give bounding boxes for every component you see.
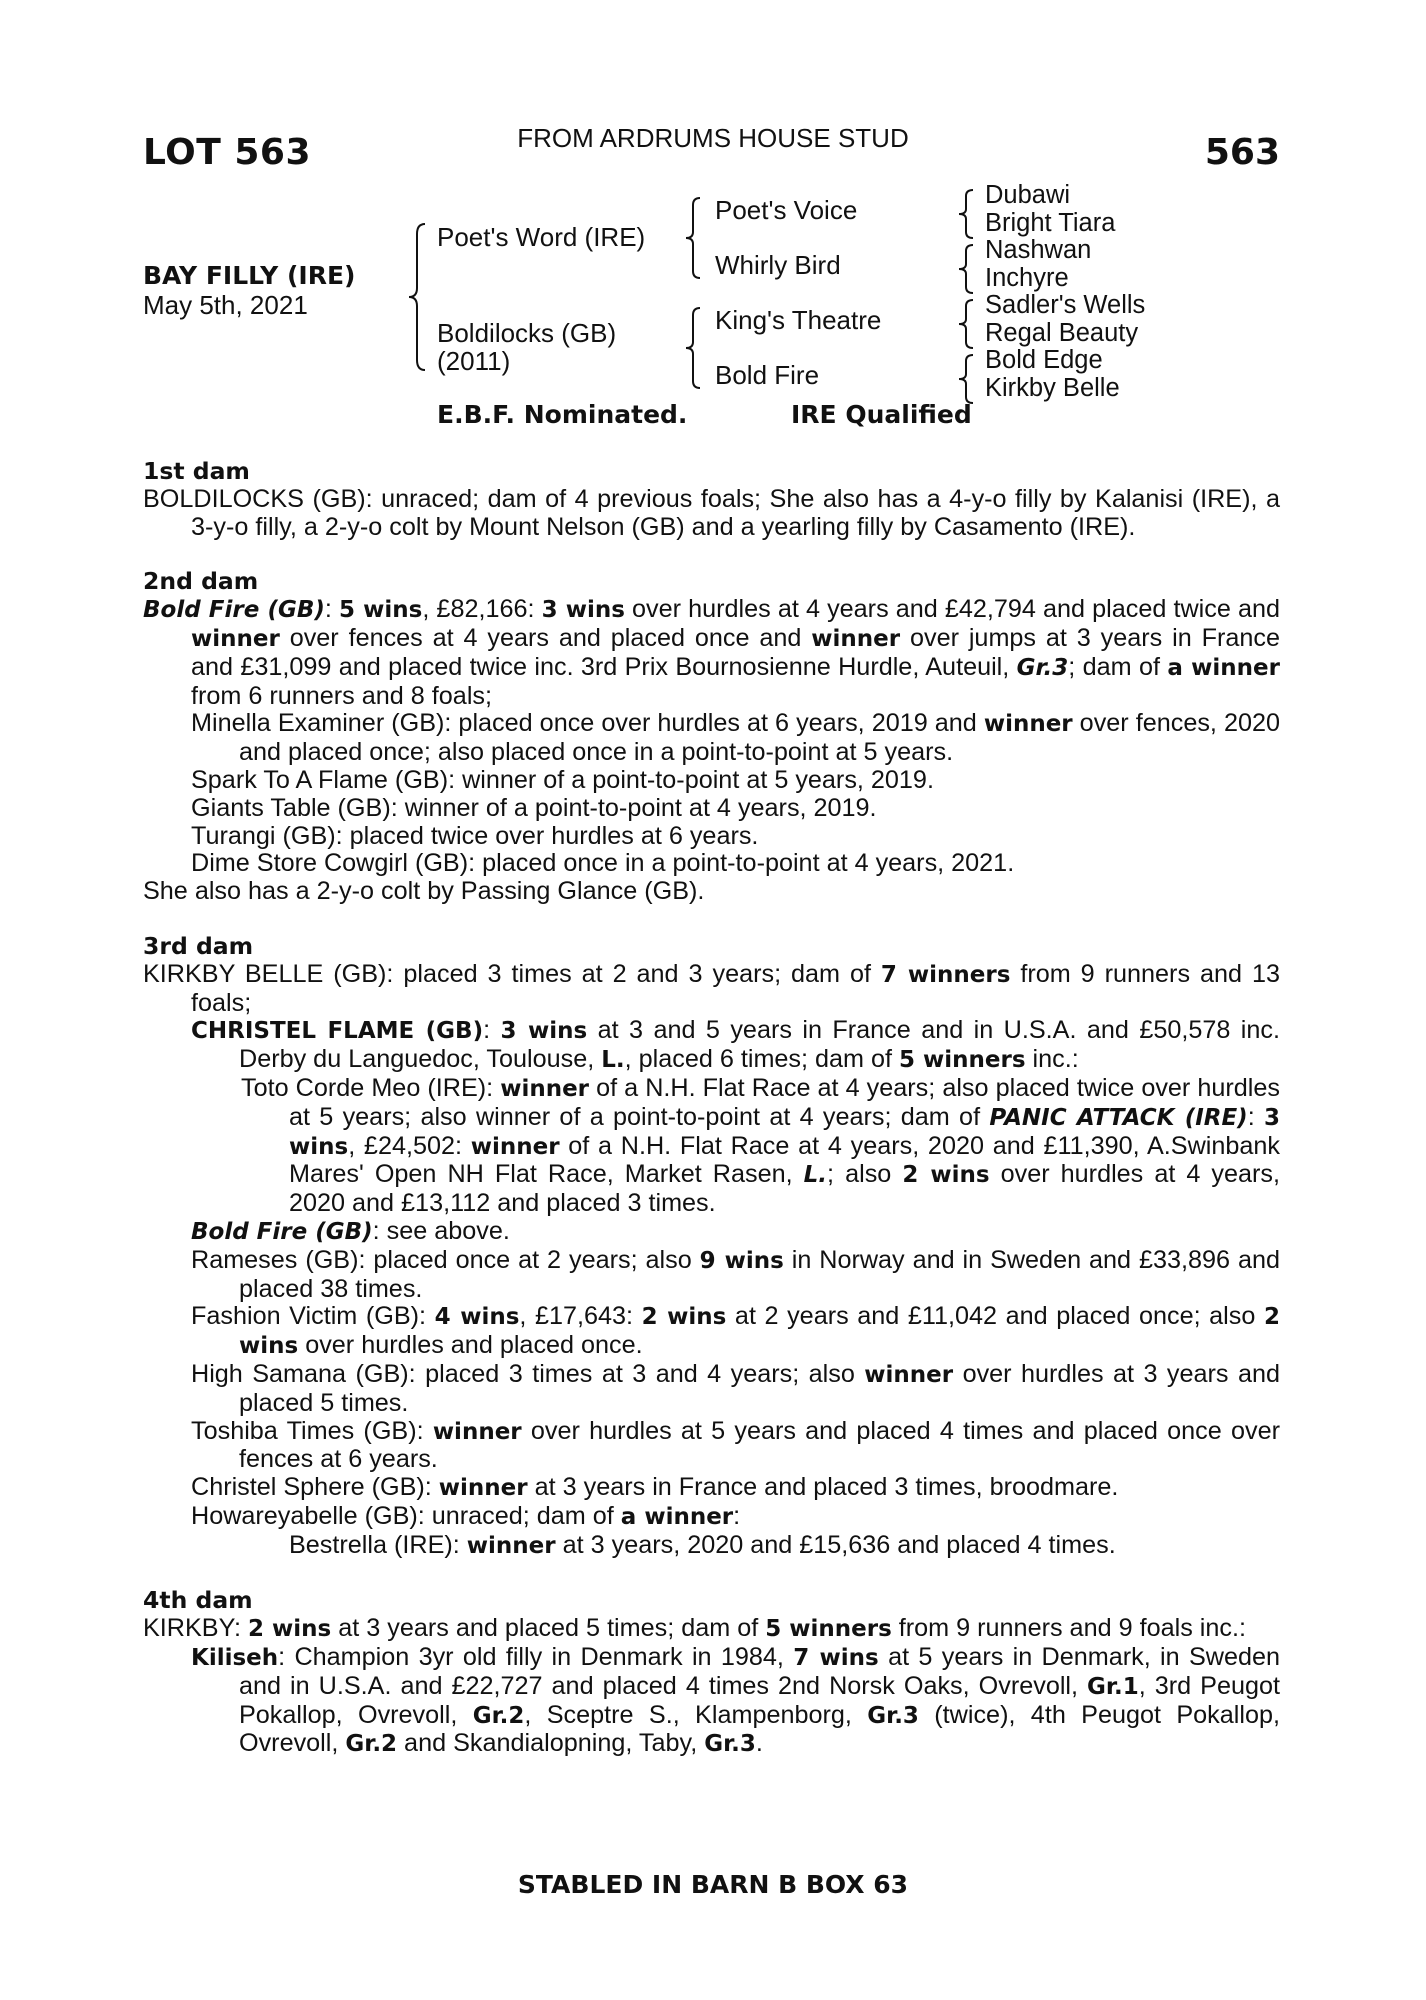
record-text: : [1247,1102,1264,1131]
record-text: over fences at 4 years and placed once and [279,623,812,652]
record-text: Rameses (GB): placed once at 2 years; also [191,1245,700,1274]
record-text: at 3 years, 2020 and £15,636 and placed 4 times. [555,1530,1116,1559]
emphasis-text: winner [811,625,901,652]
record-text: over fences, 2020 and placed once; also placed once in a point-to-point at 5 years. [239,709,1280,767]
emphasis-text: Bold Fire (GB) [143,597,325,624]
emphasis-text: a winner [1167,654,1280,681]
record-text: Christel Sphere (GB): [191,1473,439,1502]
record-text: over hurdles at 4 years and £42,794 and placed twice and [624,595,1281,624]
record-text: of a N.H. Flat Race at 4 years; also placed twice over hurdles at 5 years; also winner of a point-to-point at 4 years; dam of [289,1073,1280,1131]
record-text: at 5 years in Denmark, in Sweden and in U.S.A. and £22,727 and placed 4 times 2nd Norsk Oaks, Ovrevoll, [239,1643,1280,1700]
pedigree-dam-year: (2011) [437,346,511,376]
ire-qualified: IRE Qualified [791,400,972,429]
produce-record [143,1303,1280,1361]
record-text: : [324,595,339,624]
record-text: High Samana (GB): placed 3 times at 3 and 4 years; also [191,1359,865,1388]
record-text: at 3 years and placed 5 times; dam of [331,1614,766,1643]
record-text: , Sceptre S., Klampenborg, [524,1700,868,1729]
produce-record [143,767,1280,795]
record-text: from 9 runners and 9 foals inc.: [891,1614,1246,1643]
emphasis-text: 7 winners [880,961,1011,988]
record-text: inc.: [1025,1045,1079,1074]
dam-section [143,458,1280,541]
record-text: Toshiba Times (GB): [191,1416,433,1445]
record-text: from 6 runners and 8 foals; [191,681,493,710]
record-text: ; dam of [1068,652,1168,681]
pedigree-gen3-name: Bold Edge [985,346,1103,374]
pedigree-gen3-name: Inchyre [985,264,1069,292]
record-text: from 9 runners and 13 foals; [191,959,1280,1017]
produce-record [143,823,1280,851]
emphasis-text: 2 wins [902,1162,990,1189]
produce-record [143,1615,1280,1644]
stabling-info: STABLED IN BARN B BOX 63 [517,1870,909,1899]
record-text: : Champion 3yr old filly in Denmark in 1984, [278,1643,794,1672]
pedigree-brace-gen1 [405,222,429,372]
record-text: and Skandialopning, Taby, [397,1729,705,1758]
emphasis-text: 5 winners [765,1616,892,1643]
record-text: at 3 and 5 years in France and in U.S.A. and £50,578 inc. Derby du Languedoc, Toulouse, [239,1016,1280,1074]
pedigree-gen3-name: Bright Tiara [985,209,1116,237]
dam-section [143,933,1280,1561]
emphasis-text: Gr.2 [345,1731,398,1758]
produce-record [143,1503,1280,1532]
emphasis-text: 7 wins [793,1645,879,1672]
emphasis-text: 2 wins [248,1616,332,1643]
horse-description: BAY FILLY (IRE) [143,261,356,290]
produce-record [143,1075,1280,1218]
record-text: , £82,166: [422,595,542,624]
pedigree-brace-gen2-bottom [682,306,704,390]
produce-record [143,596,1280,710]
section-heading: 2nd dam [143,567,259,596]
pedigree-dam: Boldilocks (GB) [437,318,617,348]
record-text: over hurdles and placed once. [298,1331,643,1360]
pedigree-brace-gen3-3 [955,298,977,350]
emphasis-text: CHRISTEL FLAME (GB) [191,1018,484,1045]
emphasis-text: 9 wins [699,1247,784,1274]
record-text: at 2 years and £11,042 and placed once; also [726,1302,1264,1331]
record-text: Dime Store Cowgirl (GB): placed once in a point-to-point at 4 years, 2021. [191,849,1015,878]
ebf-nominated: E.B.F. Nominated. [437,400,688,429]
consignor: FROM ARDRUMS HOUSE STUD [517,123,909,153]
record-text: , £17,643: [519,1302,642,1331]
emphasis-text: winner [864,1361,954,1388]
pedigree-gen3-name: Kirkby Belle [985,374,1120,402]
pedigree-gen3-name: Regal Beauty [985,319,1139,347]
section-heading: 3rd dam [143,931,254,960]
section-heading: 1st dam [143,457,250,485]
produce-record [143,795,1280,823]
record-text: She also has a 2-y-o colt by Passing Glance (GB). [143,877,705,906]
emphasis-text: winner [438,1475,528,1502]
record-text: Giants Table (GB): winner of a point-to-point at 4 years, 2019. [191,793,877,822]
foaling-date: May 5th, 2021 [143,290,308,320]
produce-record [143,1474,1280,1503]
emphasis-text: 5 winners [899,1047,1026,1074]
emphasis-text: Gr.2 [472,1702,525,1729]
record-text: in Norway and in Sweden and £33,896 and placed 38 times. [239,1245,1280,1303]
record-text: , £24,502: [348,1131,471,1160]
record-text: Toto Corde Meo (IRE): [241,1073,501,1102]
emphasis-text: L. [803,1162,828,1189]
record-text: (twice), 4th Peugot Pokallop, Ovrevoll, [239,1700,1280,1758]
produce-record [143,1418,1280,1475]
dam-section [143,568,1280,906]
family-history [143,458,1280,1786]
record-text: over hurdles at 5 years and placed 4 times and placed once over fences at 6 years. [239,1416,1280,1474]
emphasis-text: 2 wins [239,1304,1280,1360]
emphasis-text: 2 wins [641,1304,727,1331]
record-text: over hurdles at 4 years, 2020 and £13,112 and placed 3 times. [289,1160,1281,1218]
pedigree-gen3-name: Dubawi [985,181,1071,209]
pedigree-sire-sire: Poet's Voice [715,195,858,225]
record-text: , 3rd Peugot Pokallop, Ovrevoll, [239,1671,1280,1729]
pedigree-sire-dam: Whirly Bird [715,250,841,280]
produce-record [143,961,1280,1018]
emphasis-text: Bold Fire (GB) [191,1218,373,1245]
produce-record [143,850,1280,878]
emphasis-text: Gr.1 [1087,1673,1139,1700]
lot-label: LOT 563 [143,132,311,173]
section-heading: 4th dam [143,1586,253,1615]
produce-record [143,878,1280,906]
record-text: : [483,1016,501,1045]
record-text: : see above. [372,1216,510,1245]
emphasis-text: L. [601,1047,625,1074]
produce-record [143,1361,1280,1418]
produce-record [143,1017,1280,1075]
emphasis-text: winner [466,1532,556,1559]
emphasis-text: Gr.3 [704,1731,756,1758]
emphasis-text: a winner [620,1503,734,1530]
emphasis-text: Kiliseh [191,1645,279,1672]
emphasis-text: PANIC ATTACK (IRE) [989,1104,1248,1131]
emphasis-text: winner [500,1075,590,1102]
pedigree-dam-sire: King's Theatre [715,305,882,335]
lot-number: 563 [1204,132,1280,173]
record-text: BOLDILOCKS (GB): unraced; dam of 4 previous foals; She also has a 4-y-o filly by Kalanisi (IRE), a 3-y-o filly, a 2-y-o colt by Mount Nelson (GB) and a yearling filly by Casamento (IRE). [143,484,1280,541]
record-text: over hurdles at 3 years and placed 5 times. [239,1359,1280,1417]
pedigree-sire: Poet's Word (IRE) [437,222,646,252]
emphasis-text: winner [191,625,280,652]
pedigree-brace-gen2-top [682,196,704,280]
pedigree-gen3-name: Sadler's Wells [985,291,1146,319]
produce-record [143,1247,1280,1304]
produce-record [143,1218,1280,1247]
emphasis-text: 3 wins [500,1018,588,1045]
emphasis-text: winner [983,711,1073,738]
record-text: Howareyabelle (GB): unraced; dam of [191,1501,621,1530]
record-text: Turangi (GB): placed twice over hurdles at 6 years. [191,821,759,850]
produce-record [143,1644,1280,1759]
record-text: over jumps at 3 years in France and £31,099 and placed twice inc. 3rd Prix Bournosienne Hurdle, Auteuil, [191,623,1280,681]
emphasis-text: 3 wins [289,1104,1281,1160]
record-text: at 3 years in France and placed 3 times, broodmare. [527,1473,1119,1502]
emphasis-text: 3 wins [541,597,625,624]
record-text: : [733,1501,741,1530]
emphasis-text: winner [470,1133,560,1160]
record-text: Minella Examiner (GB): placed once over hurdles at 6 years, 2019 and [191,709,984,738]
record-text: Fashion Victim (GB): [191,1302,435,1331]
emphasis-text: Gr.3 [1016,654,1069,681]
emphasis-text: 5 wins [339,597,423,624]
emphasis-text: Gr.3 [867,1702,919,1729]
emphasis-text: winner [432,1418,522,1445]
pedigree-brace-gen3-4 [955,353,977,405]
record-text: KIRKBY: [143,1614,248,1643]
pedigree-gen3-name: Nashwan [985,236,1092,264]
emphasis-text: 4 wins [434,1304,520,1331]
produce-record [143,486,1280,542]
pedigree-brace-gen3-1 [955,188,977,240]
pedigree-dam-dam: Bold Fire [715,360,820,390]
record-text: Spark To A Flame (GB): winner of a point-to-point at 5 years, 2019. [191,765,934,794]
record-text: . [755,1729,763,1758]
dam-section [143,1587,1280,1759]
record-text: ; also [827,1160,903,1189]
record-text: KIRKBY BELLE (GB): placed 3 times at 2 and 3 years; dam of [143,959,881,988]
produce-record [143,1532,1280,1561]
produce-record [143,710,1280,767]
record-text: Bestrella (IRE): [289,1530,467,1559]
record-text: of a N.H. Flat Race at 4 years, 2020 and £11,390, A.Swinbank Mares' Open NH Flat Race, Market Rasen, [289,1131,1280,1189]
record-text: , placed 6 times; dam of [624,1045,900,1074]
pedigree-brace-gen3-2 [955,243,977,295]
